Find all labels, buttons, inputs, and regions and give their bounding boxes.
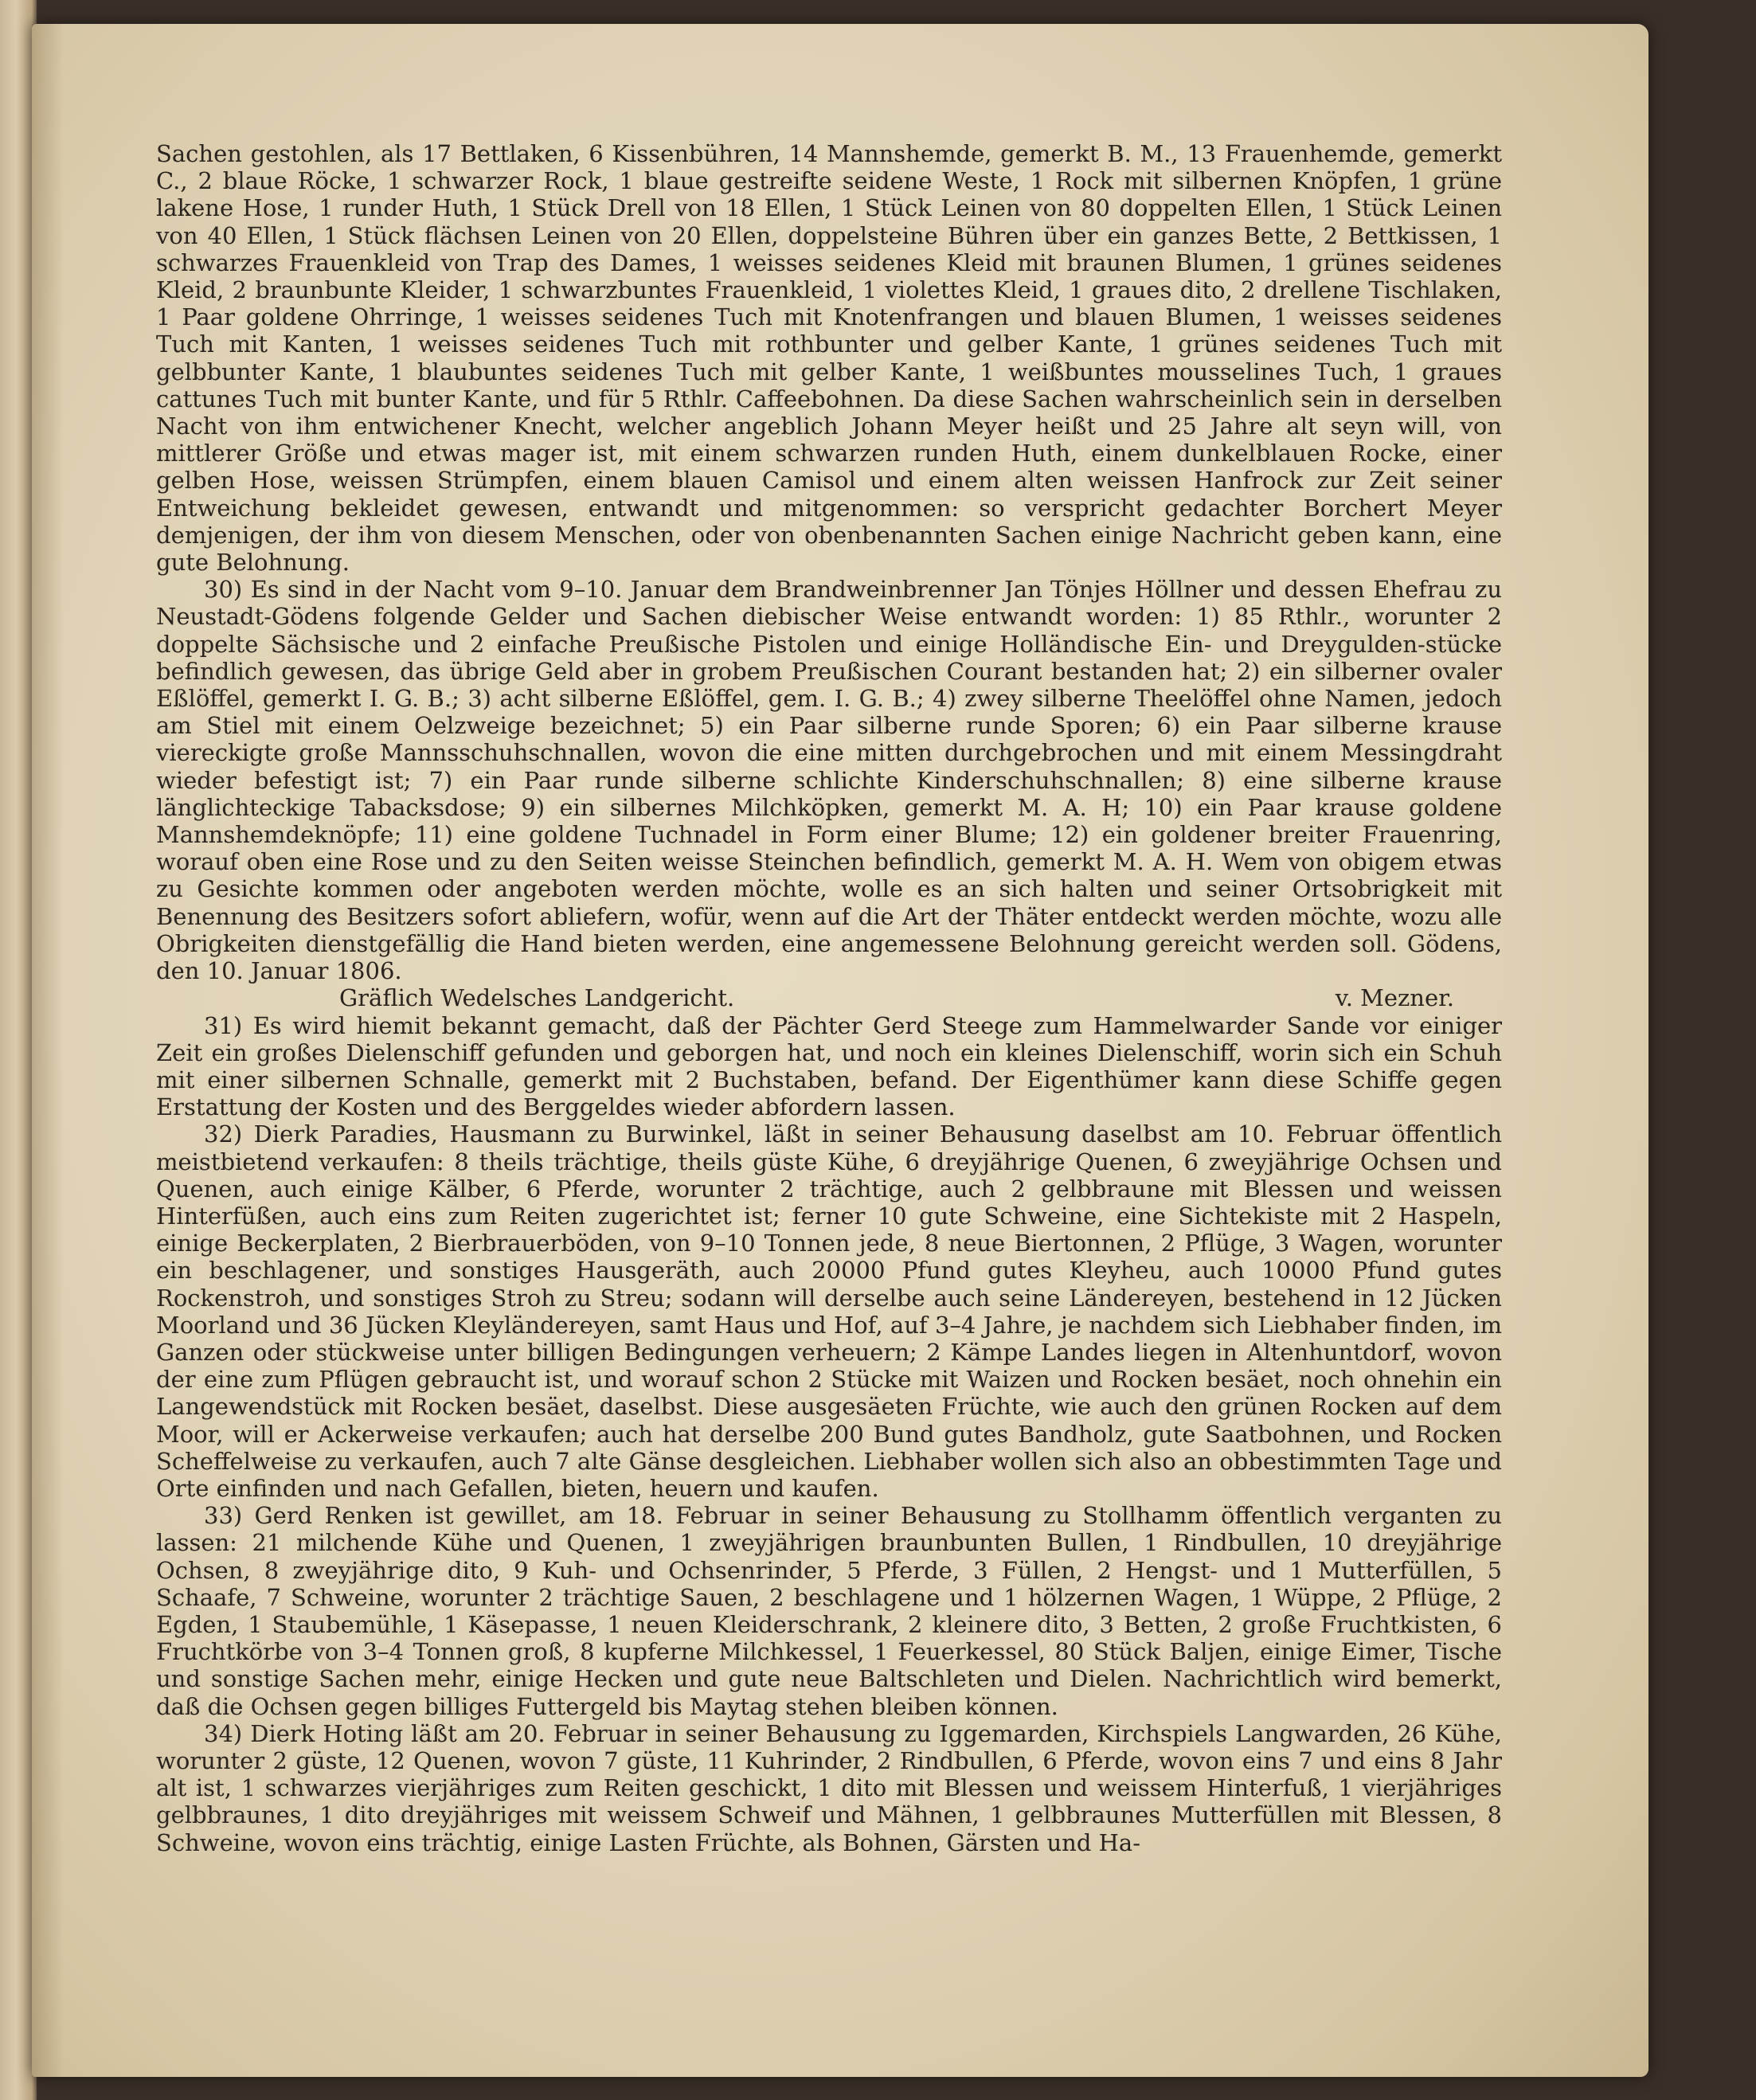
paragraph-continuation: Sachen gestohlen, als 17 Bettlaken, 6 Kissenbühren, 14 Mannshemde, gemerkt B. M., 13 Frauenhemde, gemerkt C., 2 blaue Röcke, 1 schwarzer Rock, 1 blaue gestreifte seidene Weste, 1 Rock mit silbernen Knöpfen, 1 grüne lakene Hose, 1 runder Huth, 1 Stück Drell von 18 Ellen, 1 Stück Leinen von 80 doppelten Ellen, 1 Stück Leinen von 40 Ellen, 1 Stück flächsen Leinen von 20 Ellen, doppelsteine Bühren über ein ganzes Bette, 2 Bettkissen, 1 schwarzes Frauenkleid von Trap des Dames, 1 weisses seidenes Kleid mit braunen Blumen, 1 grünes seidenes Kleid, 2 braunbunte Kleider, 1 schwarzbuntes Frauenkleid, 1 violettes Kleid, 1 graues dito, 2 drellene Tischlaken, 1 Paar goldene Ohrringe, 1 weisses seidenes Tuch mit Knotenfrangen und blauen Blumen, 1 weisses seidenes Tuch mit Kanten, 1 weisses seidenes Tuch mit rothbunter und gelber Kante, 1 grünes seidenes Tuch mit gelbbunter Kante, 1 blaubuntes seidenes Tuch mit gelber Kante, 1 weißbuntes mousselines Tuch, 1 graues cattunes Tuch mit bunter Kante, und für 5 Rthlr. Caffeebohnen. Da diese Sachen wahrscheinlich sein in derselben Nacht von ihm entwichener Knecht, welcher angeblich Johann Meyer heißt und 25 Jahre alt seyn will, von mittlerer Größe und etwas mager ist, mit einem schwarzen runden Huth, einem dunkelblauen Rocke, einer gelben Hose, weissen Strümpfen, einem blauen Camisol und einem alten weissen Hanfrock zur Zeit seiner Entweichung bekleidet gewesen, entwandt und mitgenommen: so verspricht gedachter Borchert Meyer demjenigen, der ihm von diesem Menschen, oder von obenbenannten Sachen einige Nachricht geben kann, eine gute Belohnung.	[156, 140, 1502, 577]
paragraph-30: 30) Es sind in der Nacht vom 9–10. Januar dem Brandweinbrenner Jan Tönjes Höllner und dessen Ehefrau zu Neustadt-Gödens folgende Gelder und Sachen diebischer Weise entwandt worden: 1) 85 Rthlr., worunter 2 doppelte Sächsische und 2 einfache Preußische Pistolen und einige Holländische Ein- und Dreygulden-stücke befindlich gewesen, das übrige Geld aber in grobem Preußischen Courant bestanden hat; 2) ein silberner ovaler Eßlöffel, gemerkt I. G. B.; 3) acht silberne Eßlöffel, gem. I. G. B.; 4) zwey silberne Theelöffel ohne Namen, jedoch am Stiel mit einem Oelzweige bezeichnet; 5) ein Paar silberne runde Sporen; 6) ein Paar silberne krause viereckigte große Mannsschuhschnallen, wovon die eine mitten durchgebrochen und mit einem Messingdraht wieder befestigt ist; 7) ein Paar runde silberne schlichte Kinderschuhschnallen; 8) eine silberne krause länglichteckige Tabacksdose; 9) ein silbernes Milchköpken, gemerkt M. A. H; 10) ein Paar krause goldene Mannshemdeknöpfe; 11) eine goldene Tuchnadel in Form einer Blume; 12) ein goldener breiter Frauenring, worauf oben eine Rose und zu den Seiten weisse Steinchen befindlich, gemerkt M. A. H. Wem von obigem etwas zu Gesichte kommen oder angeboten werden möchte, wolle es an sich halten und seiner Ortsobrigkeit mit Benennung des Besitzers sofort abliefern, wofür, wenn auf die Art der Thäter entdeckt werden möchte, wozu alle Obrigkeiten dienstgefällig die Hand bieten werden, eine angemessene Belohnung gereicht werden soll. Gödens, den 10. Januar 1806.	[156, 576, 1502, 985]
signature-line	[156, 984, 1502, 1011]
paragraph-31: 31) Es wird hiemit bekannt gemacht, daß der Pächter Gerd Steege zum Hammelwarder Sande vor einiger Zeit ein großes Dielenschiff gefunden und geborgen hat, und noch ein kleines Dielenschiff, worin sich ein Schuh mit einer silbernen Schnalle, gemerkt mit 2 Buchstaben, befand. Der Eigenthümer kann diese Schiffe gegen Erstattung der Kosten und des Berggeldes wieder abfordern lassen.	[156, 1011, 1502, 1121]
signature-name: v. Mezner.	[1335, 984, 1454, 1012]
paragraph-34: 34) Dierk Hoting läßt am 20. Februar in seiner Behausung zu Iggemarden, Kirchspiels Langwarden, 26 Kühe, worunter 2 güste, 12 Quenen, wovon 7 güste, 11 Kuhrinder, 2 Rindbullen, 6 Pferde, wovon eins 7 und eins 8 Jahr alt ist, 1 schwarzes vierjähriges zum Reiten geschickt, 1 dito mit Blessen und weissem Hinterfuß, 1 vierjähriges gelbbraunes, 1 dito dreyjähriges mit weissem Schweif und Mähnen, 1 gelbbraunes Mutterfüllen mit Blessen, 8 Schweine, wovon eins trächtig, einige Lasten Früchte, als Bohnen, Gärsten und Ha-	[156, 1719, 1502, 1856]
paragraph-33: 33) Gerd Renken ist gewillet, am 18. Februar in seiner Behausung zu Stollhamm öffentlich verganten zu lassen: 21 milchende Kühe und Quenen, 1 zweyjährigen braunbunten Bullen, 1 Rindbullen, 10 dreyjährige Ochsen, 8 zweyjährige dito, 9 Kuh- und Ochsenrinder, 5 Pferde, 3 Füllen, 2 Hengst- und 1 Mutterfüllen, 5 Schaafe, 7 Schweine, worunter 2 trächtige Sauen, 2 beschlagene und 1 hölzernen Wagen, 1 Wüppe, 2 Pflüge, 2 Egden, 1 Staubemühle, 1 Käsepasse, 1 neuen Kleiderschrank, 2 kleinere dito, 3 Betten, 2 große Fruchtkisten, 6 Fruchtkörbe von 3–4 Tonnen groß, 8 kupferne Milchkessel, 1 Feuerkessel, 80 Stück Baljen, einige Eimer, Tische und sonstige Sachen mehr, einige Hecken und gute neue Baltschleten und Dielen. Nachrichtlich wird bemerkt, daß die Ochsen gegen billiges Futtergeld bis Maytag stehen bleiben können.	[156, 1502, 1502, 1720]
signature-court: Gräflich Wedelsches Landgericht.	[339, 984, 735, 1012]
page-fold-shadow	[32, 24, 64, 2077]
document-body	[156, 140, 1502, 1856]
paragraph-32: 32) Dierk Paradies, Hausmann zu Burwinkel, läßt in seiner Behausung daselbst am 10. Februar öffentlich meistbietend verkaufen: 8 theils trächtige, theils güste Kühe, 6 dreyjährige Quenen, 6 zweyjährige Ochsen und Quenen, auch einige Kälber, 6 Pferde, worunter 2 trächtige, auch 2 gelbbraune mit Blessen und weissen Hinterfüßen, auch eins zum Reiten zugerichtet ist; ferner 10 gute Schweine, eine Sichtekiste mit 2 Haspeln, einige Beckerplaten, 2 Bierbrauerböden, von 9–10 Tonnen jede, 8 neue Biertonnen, 2 Pflüge, 3 Wagen, worunter ein beschlagener, und sonstiges Hausgeräth, auch 20000 Pfund gutes Kleyheu, auch 10000 Pfund gutes Rockenstroh, und sonstiges Stroh zu Streu; sodann will derselbe auch seine Ländereyen, bestehend in 12 Jücken Moorland und 36 Jücken Kleyländereyen, samt Haus und Hof, auf 3–4 Jahre, je nachdem sich Liebhaber finden, im Ganzen oder stückweise unter billigen Bedingungen verheuern; 2 Kämpe Landes liegen in Altenhuntdorf, wovon der eine zum Pflügen gebraucht ist, und worauf schon 2 Stücke mit Waizen und Rocken besäet, noch ohnehin ein Langewendstück mit Rocken besäet, daselbst. Diese ausgesäeten Früchte, wie auch den grünen Rocken auf dem Moor, will er Ackerweise verkaufen; auch hat derselbe 200 Bund gutes Bandholz, gute Saatbohnen, und Rocken Scheffelweise zu verkaufen, auch 7 alte Gänse desgleichen. Liebhaber wollen sich also an obbestimmten Tage und Orte einfinden und nach Gefallen, bieten, heuern und kaufen.	[156, 1120, 1502, 1502]
